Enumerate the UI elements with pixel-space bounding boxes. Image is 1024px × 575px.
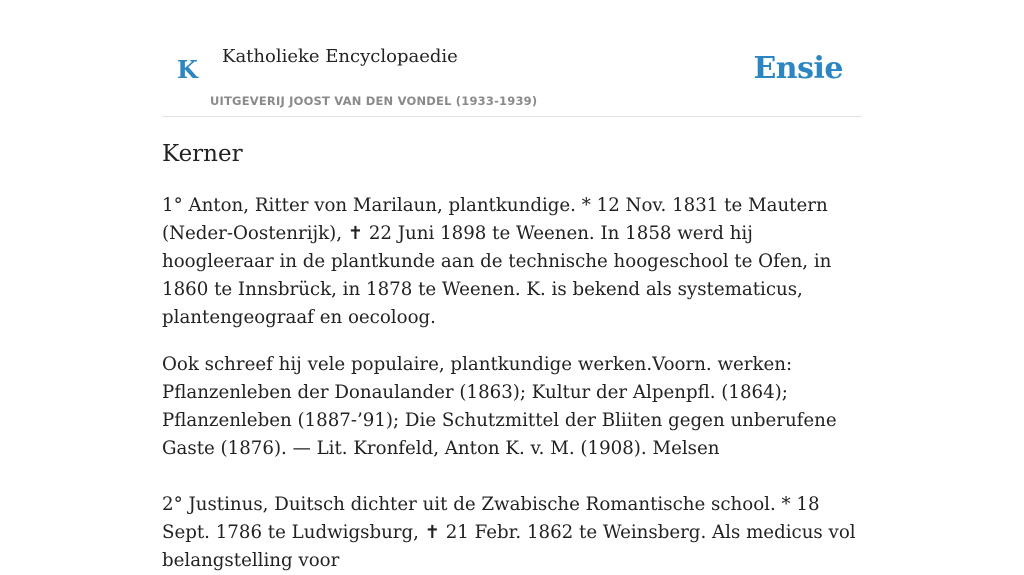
article-paragraph: Ook schreef hij vele populaire, plantkundige werken.Voorn. werken: Pflanzenleben der Donaulander (1863); Kultur der Alpenpfl. (1864); Pflanzenleben (1887-’91); Die Schutzmittel der Bliiten gegen unberufene Gaste (1876). — Lit. Kronfeld, Anton K. v. M. (1908). Melsen	[162, 354, 837, 459]
publisher-subtitle: UITGEVERIJ JOOST VAN DEN VONDEL (1933-1939)	[210, 94, 538, 108]
article	[162, 138, 862, 575]
brand-logo-link[interactable]: Ensie	[753, 51, 843, 86]
site-logo[interactable]: K	[177, 55, 198, 84]
article-paragraph: 1° Anton, Ritter von Marilaun, plantkundige. * 12 Nov. 1831 te Mautern (Neder-Oostenrijk), ✝ 22 Juni 1898 te Weenen. In 1858 werd hij hoogleeraar in de plantkunde aan de technische hoogeschool te Ofen, in 1860 te Innsbrück, in 1878 te Weenen. K. is bekend als systematicus, plantengeograaf en oecoloog.	[162, 195, 832, 328]
article-title: Kerner	[162, 141, 243, 167]
article-paragraph: 2° Justinus, Duitsch dichter uit de Zwabische Romantische school. * 18 Sept. 1786 te Ludwigsburg, ✝ 21 Febr. 1862 te Weinsberg. Als medicus vol belangstelling voor	[162, 494, 856, 571]
site-title: Katholieke Encyclopaedie	[222, 46, 458, 67]
site-header	[162, 0, 862, 117]
